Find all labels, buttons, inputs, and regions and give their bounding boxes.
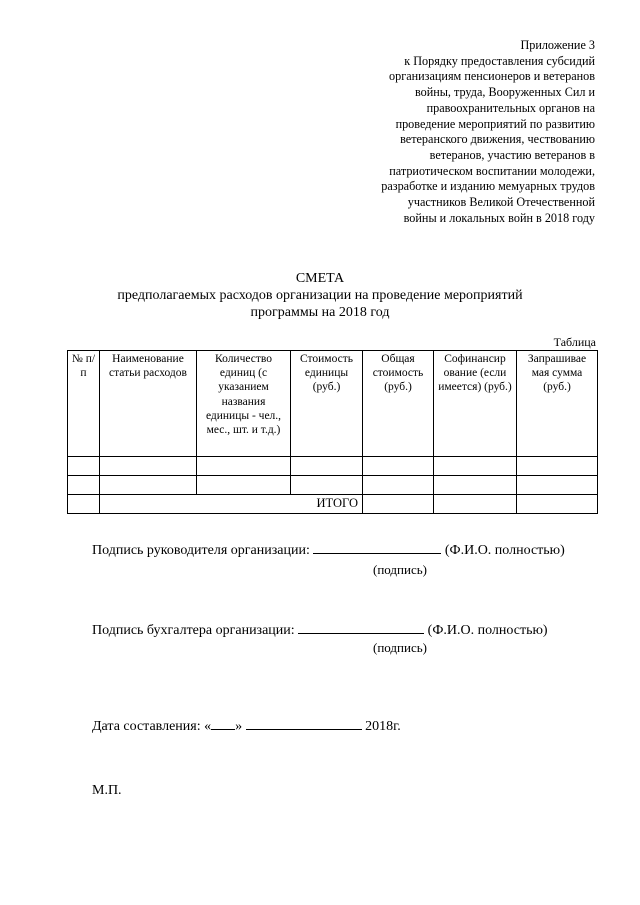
date-day-field[interactable]	[211, 717, 235, 730]
table-cell[interactable]	[434, 476, 517, 495]
date-line	[92, 717, 401, 735]
date-open-quote: «	[204, 719, 212, 734]
total-cofinancing-cell[interactable]	[434, 495, 517, 514]
table-row	[68, 476, 598, 495]
appendix-line: участников Великой Отечественной	[407, 195, 595, 210]
appendix-line: войны и локальных войн в 2018 году	[403, 210, 595, 225]
table-cell[interactable]	[100, 457, 197, 476]
appendix-line: Приложение 3	[520, 38, 595, 52]
column-header-requested-amount: Запрашивае мая сумма (руб.)	[517, 351, 598, 457]
head-signature-line	[92, 541, 565, 559]
accountant-signature-line	[92, 621, 548, 639]
table-label: Таблица	[553, 335, 596, 349]
table-cell[interactable]	[100, 476, 197, 495]
date-year-suffix: 2018г.	[365, 719, 401, 734]
head-signature-caption: (подпись)	[373, 562, 427, 577]
table-cell[interactable]	[68, 457, 100, 476]
table-cell[interactable]	[197, 457, 291, 476]
appendix-line: ветеранского движения, чествованию	[400, 132, 595, 147]
appendix-block	[335, 38, 595, 226]
head-signature-field[interactable]	[313, 541, 441, 554]
appendix-line: проведение мероприятий по развитию	[395, 116, 595, 131]
table-cell[interactable]	[517, 476, 598, 495]
head-signature-label: Подпись руководителя организации:	[92, 543, 310, 558]
appendix-line: патриотическом воспитании молодежи,	[389, 163, 595, 178]
table-cell[interactable]	[434, 457, 517, 476]
table-row	[68, 457, 598, 476]
table-cell[interactable]	[291, 476, 363, 495]
document-title: СМЕТА	[295, 271, 345, 286]
column-header-number: № п/п	[68, 351, 100, 457]
column-header-cofinancing: Софинансир ование (если имеется) (руб.)	[434, 351, 517, 457]
total-label: ИТОГО	[100, 495, 363, 514]
appendix-line: к Порядку предоставления субсидий	[404, 53, 595, 68]
total-cost-cell[interactable]	[363, 495, 434, 514]
column-header-total-cost: Общая стоимость (руб.)	[363, 351, 434, 457]
appendix-line: организациям пенсионеров и ветеранов	[389, 69, 595, 84]
table-cell[interactable]	[291, 457, 363, 476]
accountant-signature-suffix: (Ф.И.О. полностью)	[427, 623, 548, 638]
table-cell[interactable]	[363, 457, 434, 476]
accountant-signature-field[interactable]	[298, 621, 424, 634]
table-cell	[68, 495, 100, 514]
appendix-line: правоохранительных органов на	[426, 100, 595, 115]
table-header-row	[68, 351, 598, 457]
appendix-line: разработке и изданию мемуарных трудов	[381, 179, 595, 194]
appendix-line: ветеранов, участию ветеранов в	[429, 147, 595, 162]
date-label: Дата составления:	[92, 719, 201, 734]
column-header-unit-cost: Стоимость единицы (руб.)	[291, 351, 363, 457]
appendix-line: войны, труда, Вооруженных Сил и	[414, 85, 595, 100]
table-cell[interactable]	[363, 476, 434, 495]
head-signature-suffix: (Ф.И.О. полностью)	[444, 543, 565, 558]
table-cell[interactable]	[517, 457, 598, 476]
column-header-expense-name: Наименование статьи расходов	[100, 351, 197, 457]
column-header-quantity: Количество единиц (с указанием названия единицы - чел., мес., шт. и т.д.)	[197, 351, 291, 457]
document-subtitle-line-2: программы на 2018 год	[250, 305, 390, 320]
stamp-place: М.П.	[92, 783, 122, 798]
date-month-field[interactable]	[246, 717, 362, 730]
table-cell[interactable]	[68, 476, 100, 495]
document-subtitle-line-1: предполагаемых расходов организации на проведение мероприятий	[117, 288, 523, 303]
table-total-row	[68, 495, 598, 514]
accountant-signature-caption: (подпись)	[373, 640, 427, 655]
accountant-signature-label: Подпись бухгалтера организации:	[92, 623, 295, 638]
total-requested-cell[interactable]	[517, 495, 598, 514]
table-cell[interactable]	[197, 476, 291, 495]
date-close-quote: »	[235, 719, 243, 734]
estimate-table	[67, 350, 598, 514]
